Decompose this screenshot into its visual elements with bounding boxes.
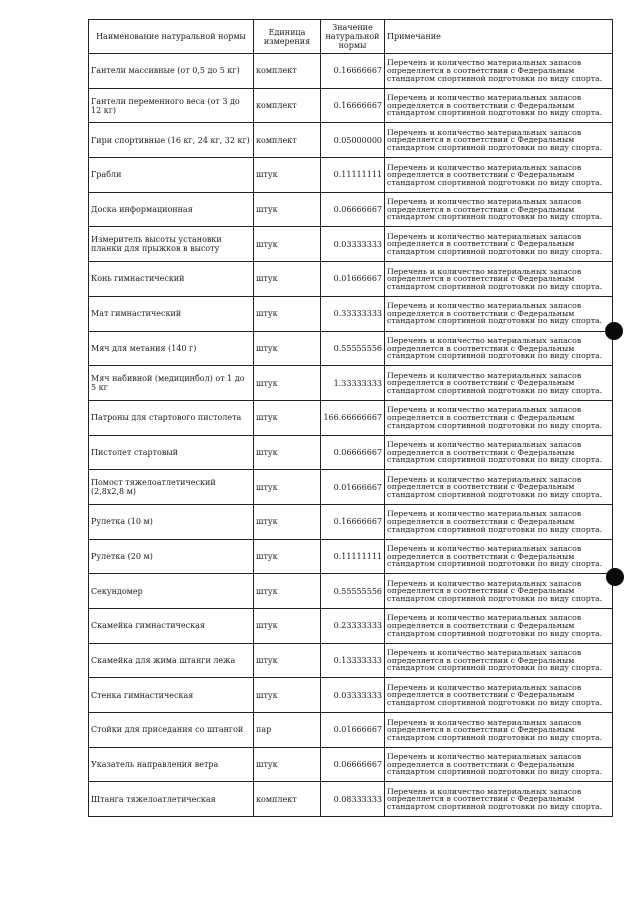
cell-note: Перечень и количество материальных запасов определяется в соответствии с Федеральным стандартом спортивной подготовки по виду спорта. — [385, 678, 613, 713]
cell-unit: штук — [254, 435, 321, 470]
table-row — [89, 88, 613, 123]
cell-note: Перечень и количество материальных запасов определяется в соответствии с Федеральным стандартом спортивной подготовки по виду спорта. — [385, 747, 613, 782]
cell-unit: штук — [254, 192, 321, 227]
cell-note: Перечень и количество материальных запасов определяется в соответствии с Федеральным стандартом спортивной подготовки по виду спорта. — [385, 609, 613, 644]
table-row — [89, 713, 613, 748]
table-row — [89, 435, 613, 470]
table-row — [89, 539, 613, 574]
cell-unit: штук — [254, 296, 321, 331]
cell-note: Перечень и количество материальных запасов определяется в соответствии с Федеральным стандартом спортивной подготовки по виду спорта. — [385, 574, 613, 609]
header-note: Примечание — [385, 20, 613, 54]
cell-value: 0.11111111 — [321, 539, 385, 574]
cell-value: 0.16666667 — [321, 504, 385, 539]
cell-value: 0.08333333 — [321, 782, 385, 817]
cell-value: 0.23333333 — [321, 609, 385, 644]
table-row — [89, 296, 613, 331]
cell-note: Перечень и количество материальных запасов определяется в соответствии с Федеральным стандартом спортивной подготовки по виду спорта. — [385, 539, 613, 574]
cell-note: Перечень и количество материальных запасов определяется в соответствии с Федеральным стандартом спортивной подготовки по виду спорта. — [385, 435, 613, 470]
cell-note: Перечень и количество материальных запасов определяется в соответствии с Федеральным стандартом спортивной подготовки по виду спорта. — [385, 88, 613, 123]
cell-value: 0.06666667 — [321, 435, 385, 470]
table-row — [89, 227, 613, 262]
cell-name: Рулетка (10 м) — [89, 504, 254, 539]
cell-name: Конь гимнастический — [89, 262, 254, 297]
cell-note: Перечень и количество материальных запасов определяется в соответствии с Федеральным стандартом спортивной подготовки по виду спорта. — [385, 470, 613, 505]
header-unit: Единица измерения — [254, 20, 321, 54]
cell-unit: штук — [254, 643, 321, 678]
cell-name: Грабли — [89, 158, 254, 193]
cell-name: Скамейка для жима штанги лежа — [89, 643, 254, 678]
cell-name: Стойки для приседания со штангой — [89, 713, 254, 748]
cell-unit: комплект — [254, 782, 321, 817]
punch-hole-dot — [605, 322, 623, 340]
cell-name: Гантели переменного веса (от 3 до 12 кг) — [89, 88, 254, 123]
table-row — [89, 400, 613, 435]
cell-name: Штанга тяжелоатлетическая — [89, 782, 254, 817]
cell-name: Гантели массивные (от 0,5 до 5 кг) — [89, 54, 254, 89]
table-row — [89, 262, 613, 297]
header-name: Наименование натуральной нормы — [89, 20, 254, 54]
cell-unit: комплект — [254, 88, 321, 123]
cell-value: 0.06666667 — [321, 747, 385, 782]
table-row — [89, 470, 613, 505]
cell-note: Перечень и количество материальных запасов определяется в соответствии с Федеральным стандартом спортивной подготовки по виду спорта. — [385, 366, 613, 401]
table-row — [89, 678, 613, 713]
cell-unit: штук — [254, 366, 321, 401]
cell-unit: штук — [254, 747, 321, 782]
cell-value: 0.01666667 — [321, 470, 385, 505]
cell-name: Стенка гимнастическая — [89, 678, 254, 713]
cell-name: Указатель направления ветра — [89, 747, 254, 782]
table-row — [89, 782, 613, 817]
cell-unit: комплект — [254, 54, 321, 89]
cell-unit: штук — [254, 262, 321, 297]
table-body — [89, 54, 613, 817]
cell-note: Перечень и количество материальных запасов определяется в соответствии с Федеральным стандартом спортивной подготовки по виду спорта. — [385, 158, 613, 193]
cell-value: 0.05000000 — [321, 123, 385, 158]
cell-unit: штук — [254, 470, 321, 505]
table-row — [89, 574, 613, 609]
cell-note: Перечень и количество материальных запасов определяется в соответствии с Федеральным стандартом спортивной подготовки по виду спорта. — [385, 400, 613, 435]
cell-note: Перечень и количество материальных запасов определяется в соответствии с Федеральным стандартом спортивной подготовки по виду спорта. — [385, 192, 613, 227]
cell-name: Рулетка (20 м) — [89, 539, 254, 574]
cell-name: Мяч для метания (140 г) — [89, 331, 254, 366]
cell-value: 166.66666667 — [321, 400, 385, 435]
cell-unit: штук — [254, 678, 321, 713]
table-row — [89, 609, 613, 644]
table-row — [89, 331, 613, 366]
table-row — [89, 643, 613, 678]
cell-value: 0.06666667 — [321, 192, 385, 227]
cell-name: Пистолет стартовый — [89, 435, 254, 470]
cell-value: 0.55555556 — [321, 574, 385, 609]
cell-value: 0.16666667 — [321, 88, 385, 123]
cell-note: Перечень и количество материальных запасов определяется в соответствии с Федеральным стандартом спортивной подготовки по виду спорта. — [385, 782, 613, 817]
cell-value: 1.33333333 — [321, 366, 385, 401]
cell-unit: штук — [254, 609, 321, 644]
cell-note: Перечень и количество материальных запасов определяется в соответствии с Федеральным стандартом спортивной подготовки по виду спорта. — [385, 331, 613, 366]
cell-note: Перечень и количество материальных запасов определяется в соответствии с Федеральным стандартом спортивной подготовки по виду спорта. — [385, 262, 613, 297]
cell-unit: штук — [254, 227, 321, 262]
cell-unit: штук — [254, 504, 321, 539]
cell-unit: штук — [254, 400, 321, 435]
table-row — [89, 366, 613, 401]
cell-value: 0.13333333 — [321, 643, 385, 678]
cell-note: Перечень и количество материальных запасов определяется в соответствии с Федеральным стандартом спортивной подготовки по виду спорта. — [385, 296, 613, 331]
cell-unit: штук — [254, 158, 321, 193]
cell-note: Перечень и количество материальных запасов определяется в соответствии с Федеральным стандартом спортивной подготовки по виду спорта. — [385, 123, 613, 158]
norms-table — [88, 19, 613, 817]
cell-value: 0.16666667 — [321, 54, 385, 89]
cell-unit: штук — [254, 539, 321, 574]
punch-hole-dot — [606, 568, 624, 586]
cell-note: Перечень и количество материальных запасов определяется в соответствии с Федеральным стандартом спортивной подготовки по виду спорта. — [385, 54, 613, 89]
table-row — [89, 747, 613, 782]
cell-name: Помост тяжелоатлетический (2,8х2,8 м) — [89, 470, 254, 505]
cell-value: 0.01666667 — [321, 713, 385, 748]
cell-name: Мяч набивной (медицинбол) от 1 до 5 кг — [89, 366, 254, 401]
header-value: Значение натуральной нормы — [321, 20, 385, 54]
table-row — [89, 158, 613, 193]
cell-name: Скамейка гимнастическая — [89, 609, 254, 644]
cell-name: Доска информационная — [89, 192, 254, 227]
table-row — [89, 504, 613, 539]
cell-name: Секундомер — [89, 574, 254, 609]
cell-name: Патроны для стартового пистолета — [89, 400, 254, 435]
cell-unit: штук — [254, 574, 321, 609]
cell-name: Гири спортивные (16 кг, 24 кг, 32 кг) — [89, 123, 254, 158]
cell-note: Перечень и количество материальных запасов определяется в соответствии с Федеральным стандартом спортивной подготовки по виду спорта. — [385, 504, 613, 539]
cell-value: 0.11111111 — [321, 158, 385, 193]
cell-unit: штук — [254, 331, 321, 366]
cell-value: 0.03333333 — [321, 227, 385, 262]
cell-value: 0.01666667 — [321, 262, 385, 297]
cell-unit: комплект — [254, 123, 321, 158]
table-header-row — [89, 20, 613, 54]
cell-name: Измеритель высоты установки планки для прыжков в высоту — [89, 227, 254, 262]
cell-unit: пар — [254, 713, 321, 748]
table-row — [89, 54, 613, 89]
cell-value: 0.03333333 — [321, 678, 385, 713]
cell-note: Перечень и количество материальных запасов определяется в соответствии с Федеральным стандартом спортивной подготовки по виду спорта. — [385, 227, 613, 262]
table-row — [89, 192, 613, 227]
cell-note: Перечень и количество материальных запасов определяется в соответствии с Федеральным стандартом спортивной подготовки по виду спорта. — [385, 713, 613, 748]
cell-value: 0.55555556 — [321, 331, 385, 366]
cell-name: Мат гимнастический — [89, 296, 254, 331]
cell-note: Перечень и количество материальных запасов определяется в соответствии с Федеральным стандартом спортивной подготовки по виду спорта. — [385, 643, 613, 678]
table-row — [89, 123, 613, 158]
cell-value: 0.33333333 — [321, 296, 385, 331]
